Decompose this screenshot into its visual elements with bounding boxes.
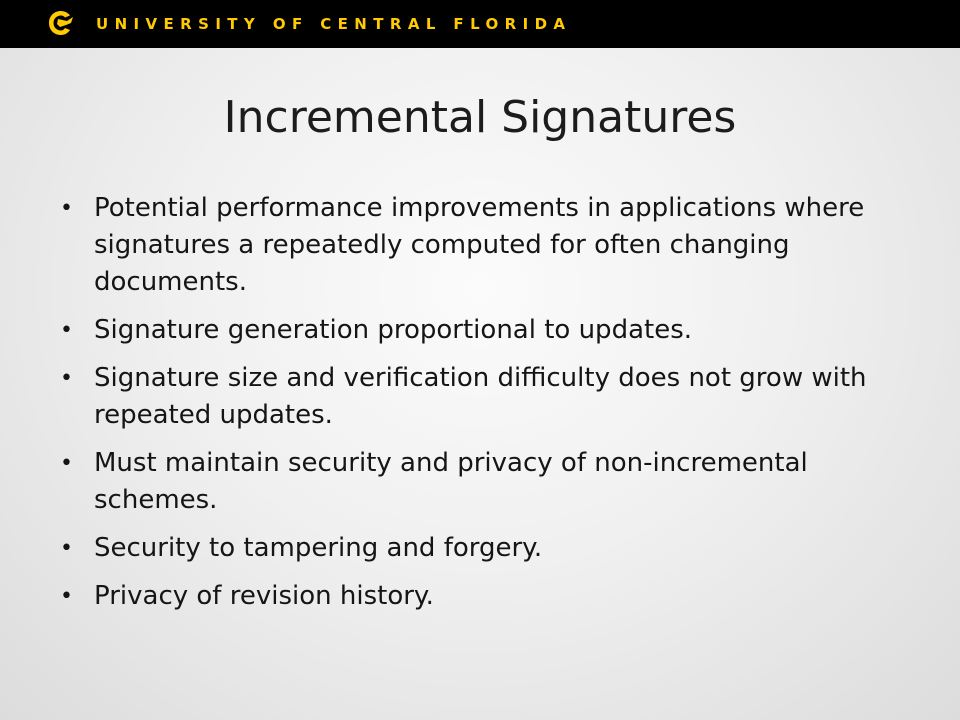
bullet-item bbox=[58, 360, 908, 434]
university-wordmark: UNIVERSITY OF CENTRAL FLORIDA bbox=[96, 15, 572, 33]
bullet-text: Potential performance improvements in applications where signatures a repeatedly computed for often changing documents. bbox=[94, 193, 865, 297]
bullet-text: Signature generation proportional to updates. bbox=[94, 315, 692, 345]
bullet-item bbox=[58, 578, 908, 615]
bullet-dot-icon: • bbox=[60, 536, 73, 561]
bullet-item bbox=[58, 530, 908, 567]
header-bar bbox=[0, 0, 960, 48]
bullet-list bbox=[58, 190, 908, 626]
bullet-dot-icon: • bbox=[60, 318, 73, 343]
bullet-dot-icon: • bbox=[60, 196, 73, 221]
bullet-dot-icon: • bbox=[60, 584, 73, 609]
bullet-text: Privacy of revision history. bbox=[94, 581, 434, 611]
bullet-item bbox=[58, 312, 908, 349]
bullet-text: Must maintain security and privacy of non-incremental schemes. bbox=[94, 448, 808, 515]
bullet-text: Security to tampering and forgery. bbox=[94, 533, 543, 563]
bullet-dot-icon: • bbox=[60, 451, 73, 476]
ucf-pegasus-icon bbox=[45, 7, 77, 39]
bullet-text: Signature size and verification difficulty does not grow with repeated updates. bbox=[94, 363, 867, 430]
slide-title: Incremental Signatures bbox=[223, 92, 737, 143]
bullet-dot-icon: • bbox=[60, 366, 73, 391]
bullet-item bbox=[58, 190, 908, 301]
bullet-item bbox=[58, 445, 908, 519]
